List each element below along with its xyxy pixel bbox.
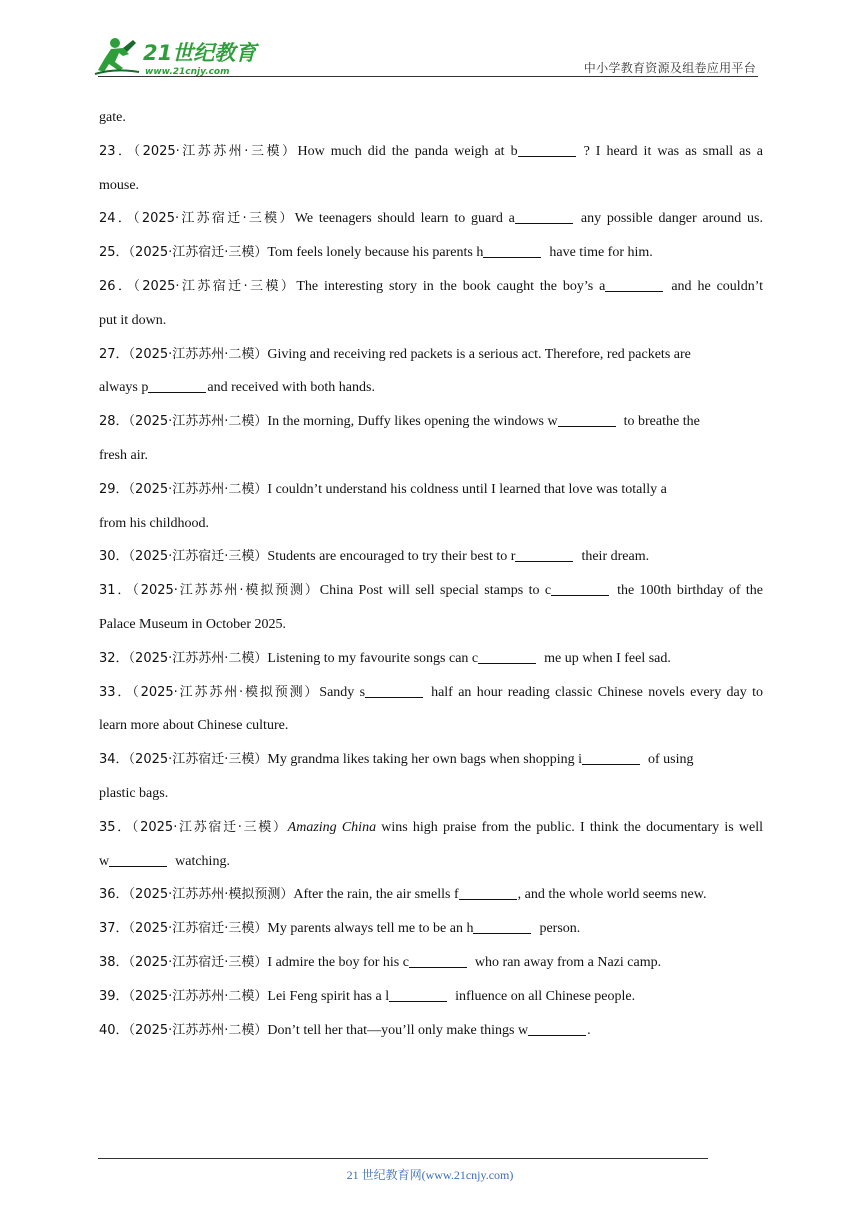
text-line: [99, 743, 763, 777]
text-line: [99, 878, 763, 912]
answer-blank[interactable]: [483, 243, 541, 258]
question-text: Listening to my favourite songs can c: [267, 650, 479, 666]
continuation-text: from his childhood.: [99, 515, 210, 531]
question-source: （2025·江苏宿迁·三模）: [128, 954, 268, 970]
text-line: [99, 439, 763, 473]
text-line: [99, 1014, 763, 1048]
footer-credit: 21 世纪教育网(www.21cnjy.com): [346, 1168, 514, 1182]
question-source: （2025·江苏宿迁·三模）: [133, 278, 297, 294]
question-text-after-blank: any possible danger around us.: [580, 211, 763, 227]
answer-blank[interactable]: [389, 987, 447, 1002]
text-line: [99, 371, 763, 405]
question-text: wins high praise from the public. I think the documentary is well: [376, 819, 763, 835]
text-line: [99, 304, 763, 338]
answer-blank[interactable]: [109, 852, 167, 867]
question-text: Giving and receiving red packets is a serious act. Therefore, red packets are: [267, 346, 691, 362]
text-line: [99, 811, 763, 845]
text-line: [99, 709, 763, 743]
question-text-after-blank: .: [587, 1022, 591, 1038]
question-text-after-blank: person.: [539, 921, 581, 937]
continuation-text: mouse.: [99, 177, 140, 193]
question-text: China Post will sell special stamps to c: [319, 583, 552, 599]
question-source: （2025·江苏宿迁·三模）: [131, 819, 288, 835]
answer-blank[interactable]: [558, 412, 616, 427]
answer-blank[interactable]: [473, 919, 531, 934]
question-source: （2025·江苏苏州·三模）: [133, 143, 298, 159]
text-line: [99, 473, 763, 507]
answer-blank[interactable]: [528, 1021, 586, 1036]
question-text-after-blank: their dream.: [581, 549, 650, 565]
question-number: 26．: [99, 278, 134, 294]
question-source: （2025·江苏苏州·二模）: [128, 650, 268, 666]
logo-wordmark: 21世纪教育: [143, 41, 257, 65]
footer-divider: [98, 1158, 708, 1159]
text-line: [99, 777, 763, 811]
question-text: Don’t tell her that—you’ll only make things w: [267, 1022, 529, 1038]
question-source: （2025·江苏宿迁·三模）: [128, 549, 268, 565]
text-line: [99, 912, 763, 946]
question-text-after-blank: half an hour reading classic Chinese novels every day to: [431, 684, 763, 700]
continuation-text: put it down.: [99, 312, 167, 328]
text-line: [99, 101, 763, 135]
question-text-after-blank: the 100th birthday of the: [617, 583, 763, 599]
site-logo: [93, 34, 261, 78]
answer-blank[interactable]: [478, 649, 536, 664]
question-number: 37．: [99, 921, 129, 937]
question-source: （2025·江苏苏州·二模）: [128, 481, 268, 497]
text-line: [99, 270, 763, 304]
text-line: [99, 236, 763, 270]
question-number: 40．: [99, 1022, 129, 1038]
question-text-after-blank: influence on all Chinese people.: [455, 988, 636, 1004]
question-source: （2025·江苏苏州·模拟预测）: [128, 887, 294, 903]
question-number: 23．: [99, 143, 134, 159]
question-source: （2025·江苏宿迁·三模）: [128, 752, 268, 768]
question-text: w: [99, 853, 110, 869]
question-source: （2025·江苏苏州·二模）: [128, 1022, 268, 1038]
question-number: 36．: [99, 887, 129, 903]
answer-blank[interactable]: [582, 750, 640, 765]
text-line: [99, 608, 763, 642]
question-text: I admire the boy for his c: [267, 954, 409, 970]
text-line: [99, 642, 763, 676]
continuation-text: learn more about Chinese culture.: [99, 718, 289, 734]
question-source: （2025·江苏宿迁·三模）: [128, 245, 268, 261]
question-text-after-blank: to breathe the: [623, 414, 700, 430]
header-divider: [98, 76, 758, 77]
question-text-after-blank: who ran away from a Nazi camp.: [474, 954, 662, 970]
question-number: 34．: [99, 752, 129, 768]
question-text-after-blank: have time for him.: [549, 245, 653, 261]
question-text: My grandma likes taking her own bags when shopping i: [267, 752, 582, 768]
answer-blank[interactable]: [148, 378, 206, 393]
runner-logo-icon: [93, 34, 261, 78]
question-list: [99, 101, 763, 1047]
answer-blank[interactable]: [605, 277, 663, 292]
question-text: In the morning, Duffy likes opening the windows w: [267, 414, 558, 430]
text-line: [99, 980, 763, 1014]
question-text: We teenagers should learn to guard a: [294, 211, 515, 227]
continuation-text: gate.: [99, 110, 126, 125]
question-text-after-blank: , and the whole world seems new.: [517, 887, 707, 903]
question-text: always p: [99, 380, 149, 396]
question-number: 27．: [99, 346, 129, 362]
text-line: [99, 540, 763, 574]
text-line: [99, 135, 763, 169]
question-number: 24．: [99, 211, 134, 227]
answer-blank[interactable]: [365, 683, 423, 698]
answer-blank[interactable]: [518, 142, 576, 157]
continuation-text: fresh air.: [99, 447, 148, 463]
question-source: （2025·江苏宿迁·三模）: [133, 211, 295, 227]
question-number: 32．: [99, 650, 129, 666]
question-text: The interesting story in the book caught the boy’s a: [296, 278, 606, 294]
text-line: [99, 507, 763, 541]
question-text: Students are encouraged to try their best to r: [267, 549, 516, 565]
text-line: [99, 338, 763, 372]
answer-blank[interactable]: [515, 209, 573, 224]
question-text-after-blank: me up when I feel sad.: [544, 650, 671, 666]
question-text: My parents always tell me to be an h: [267, 921, 474, 937]
answer-blank[interactable]: [459, 885, 517, 900]
continuation-text: Palace Museum in October 2025.: [99, 616, 287, 632]
question-number: 28．: [99, 414, 129, 430]
question-source: （2025·江苏宿迁·三模）: [128, 921, 268, 937]
platform-title: 中小学教育资源及组卷应用平台: [583, 61, 756, 75]
page-header: [0, 0, 860, 80]
question-source: （2025·江苏苏州·二模）: [128, 988, 268, 1004]
question-source: （2025·江苏苏州·二模）: [128, 346, 268, 362]
question-text: Tom feels lonely because his parents h: [267, 245, 484, 261]
text-line: [99, 574, 763, 608]
question-number: 39．: [99, 988, 129, 1004]
logo-url: www.21cnjy.com: [145, 67, 230, 77]
question-text-after-blank: ? I heard it was as small as a: [583, 143, 764, 159]
question-text-after-blank: and he couldn’t: [671, 278, 763, 294]
text-line: [99, 202, 763, 236]
question-number: 38．: [99, 954, 129, 970]
text-line: [99, 405, 763, 439]
question-source: （2025·江苏苏州·模拟预测）: [132, 583, 320, 599]
question-text: Lei Feng spirit has a l: [267, 988, 390, 1004]
question-source: （2025·江苏苏州·模拟预测）: [132, 684, 320, 700]
question-text-after-blank: of using: [647, 752, 694, 768]
continuation-text: plastic bags.: [99, 785, 169, 801]
text-line: [99, 169, 763, 203]
question-number: 31．: [99, 583, 133, 599]
question-text: I couldn’t understand his coldness until I learned that love was totally a: [267, 481, 667, 497]
answer-blank[interactable]: [409, 953, 467, 968]
question-number: 25．: [99, 245, 129, 261]
question-number: 29．: [99, 481, 129, 497]
question-source: （2025·江苏苏州·二模）: [128, 414, 268, 430]
question-text: Sandy s: [319, 684, 366, 700]
text-line: [99, 845, 763, 879]
question-text-after-blank: and received with both hands.: [207, 380, 375, 396]
answer-blank[interactable]: [515, 547, 573, 562]
text-line: [99, 676, 763, 710]
question-number: 33．: [99, 684, 133, 700]
question-text: How much did the panda weigh at b: [297, 143, 518, 159]
answer-blank[interactable]: [551, 581, 609, 596]
question-text-after-blank: watching.: [175, 853, 230, 869]
question-number: 30．: [99, 549, 129, 565]
question-number: 35．: [99, 819, 132, 835]
text-line: [99, 946, 763, 980]
italic-title: Amazing China: [287, 819, 377, 835]
question-text: After the rain, the air smells f: [293, 887, 459, 903]
